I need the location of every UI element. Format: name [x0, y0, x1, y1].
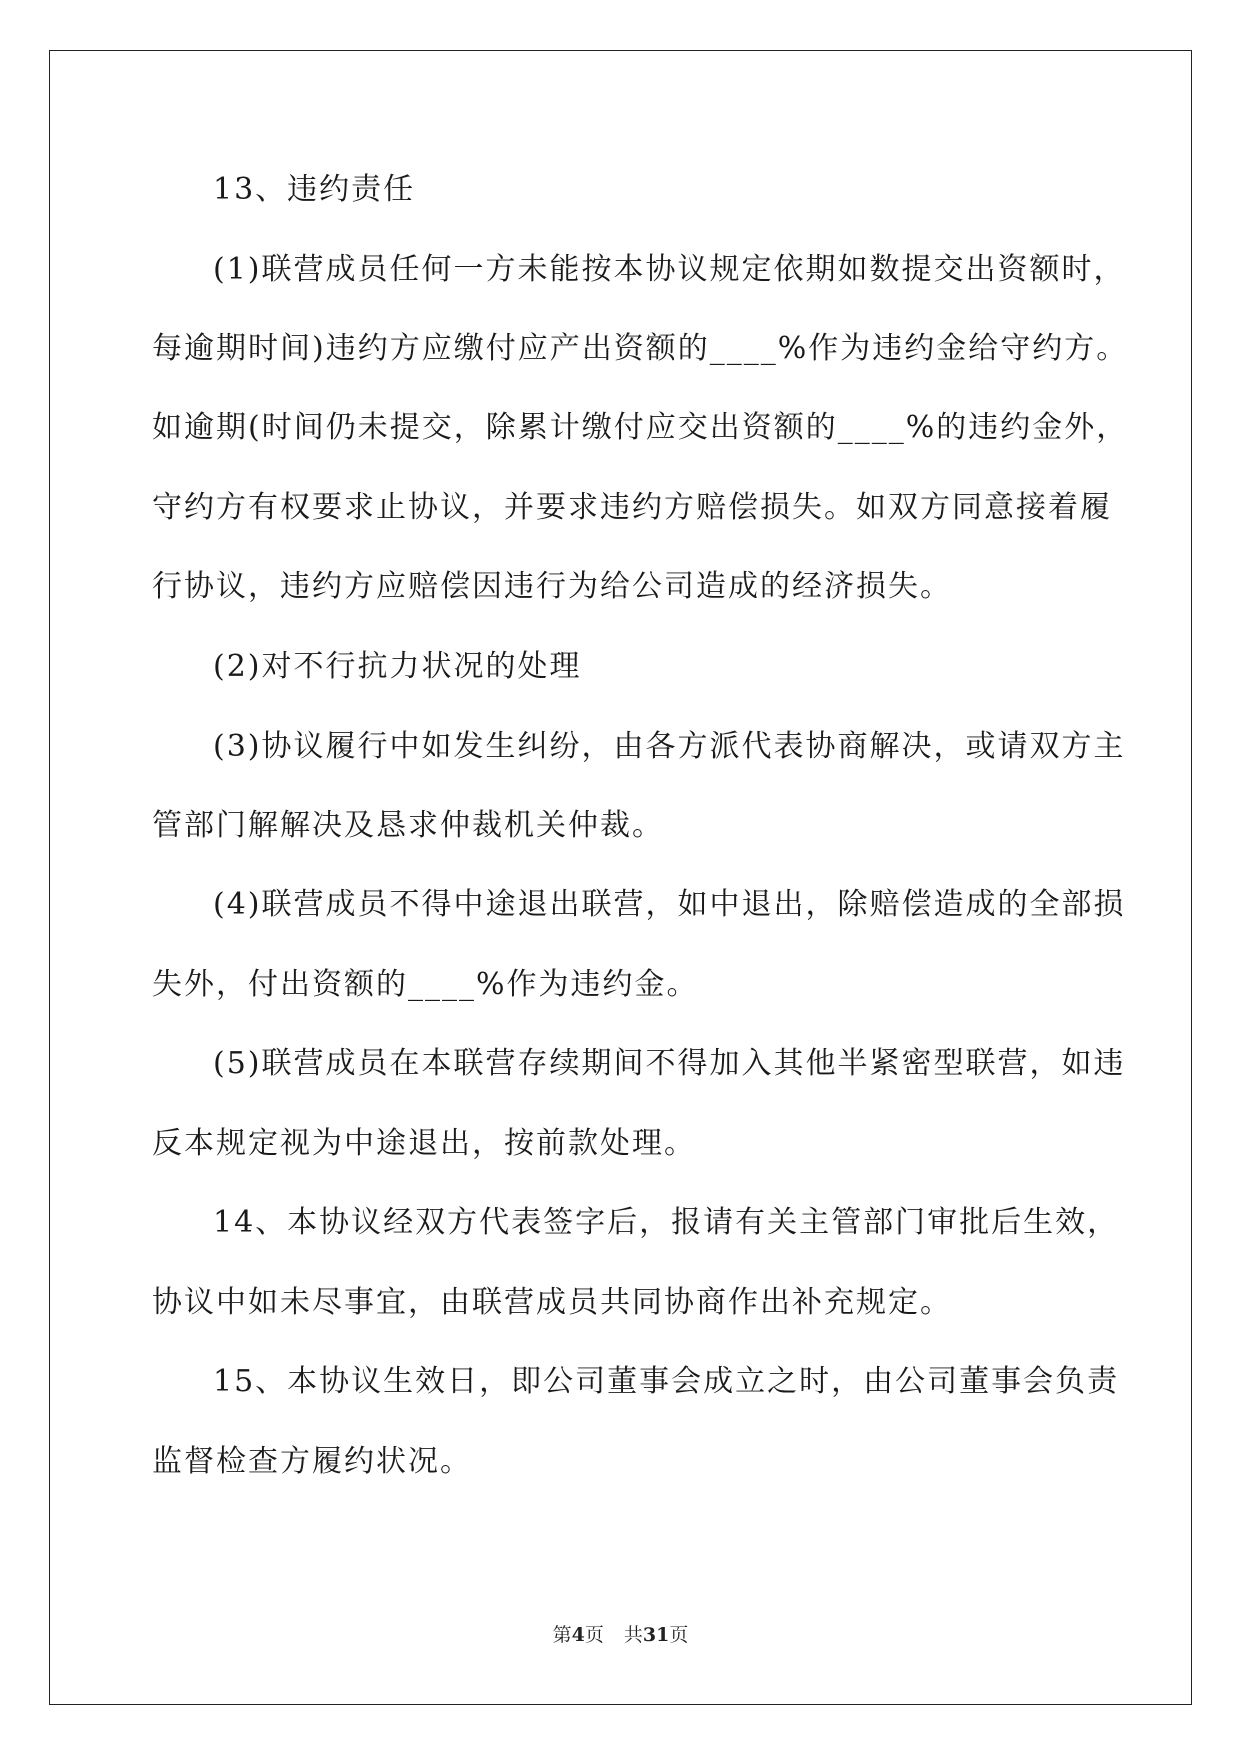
page-footer	[0, 1620, 1241, 1647]
paragraph-line: 反本规定视为中途退出，按前款处理。	[152, 1126, 696, 1161]
paragraph-line: (3)协议履行中如发生纠纷，由各方派代表协商解决，或请双方主	[213, 729, 1126, 764]
paragraph-line: 守约方有权要求止协议，并要求违约方赔偿损失。如双方同意接着履	[152, 490, 1112, 525]
paragraph-line: (4)联营成员不得中途退出联营，如中退出，除赔偿造成的全部损	[213, 887, 1126, 922]
paragraph-line: 失外，付出资额的____%作为违约金。	[152, 967, 699, 1002]
total-pages: 31	[642, 1624, 670, 1646]
paragraph-line: 监督检查方履约状况。	[152, 1444, 472, 1479]
paragraph-line: 行协议，违约方应赔偿因违行为给公司造成的经济损失。	[152, 569, 952, 604]
paragraph-line: 每逾期时间)违约方应缴付应产出资额的____%作为违约金给守约方。	[152, 331, 1129, 366]
paragraph-line: (1)联营成员任何一方未能按本协议规定依期如数提交出资额时，	[213, 252, 1126, 287]
paragraph-line: 如逾期(时间仍未提交，除累计缴付应交出资额的____%的违约金外，	[152, 410, 1129, 445]
total-prefix: 共	[623, 1624, 643, 1646]
paragraph-line: (5)联营成员在本联营存续期间不得加入其他半紧密型联营，如违	[213, 1046, 1126, 1081]
section-13-heading: 13、违约责任	[213, 172, 416, 207]
page-number: 4	[571, 1624, 585, 1646]
section-15-line: 15、本协议生效日，即公司董事会成立之时，由公司董事会负责	[213, 1364, 1120, 1399]
total-suffix: 页	[669, 1624, 689, 1646]
paragraph-line: 管部门解解决及恳求仲裁机关仲裁。	[152, 808, 664, 843]
paragraph-line: (2)对不行抗力状况的处理	[213, 649, 582, 684]
paragraph-line: 协议中如未尽事宜，由联营成员共同协商作出补充规定。	[152, 1285, 952, 1320]
section-14-line: 14、本协议经双方代表签字后，报请有关主管部门审批后生效，	[213, 1205, 1120, 1240]
page-prefix: 第	[552, 1624, 572, 1646]
page-suffix: 页	[584, 1624, 604, 1646]
